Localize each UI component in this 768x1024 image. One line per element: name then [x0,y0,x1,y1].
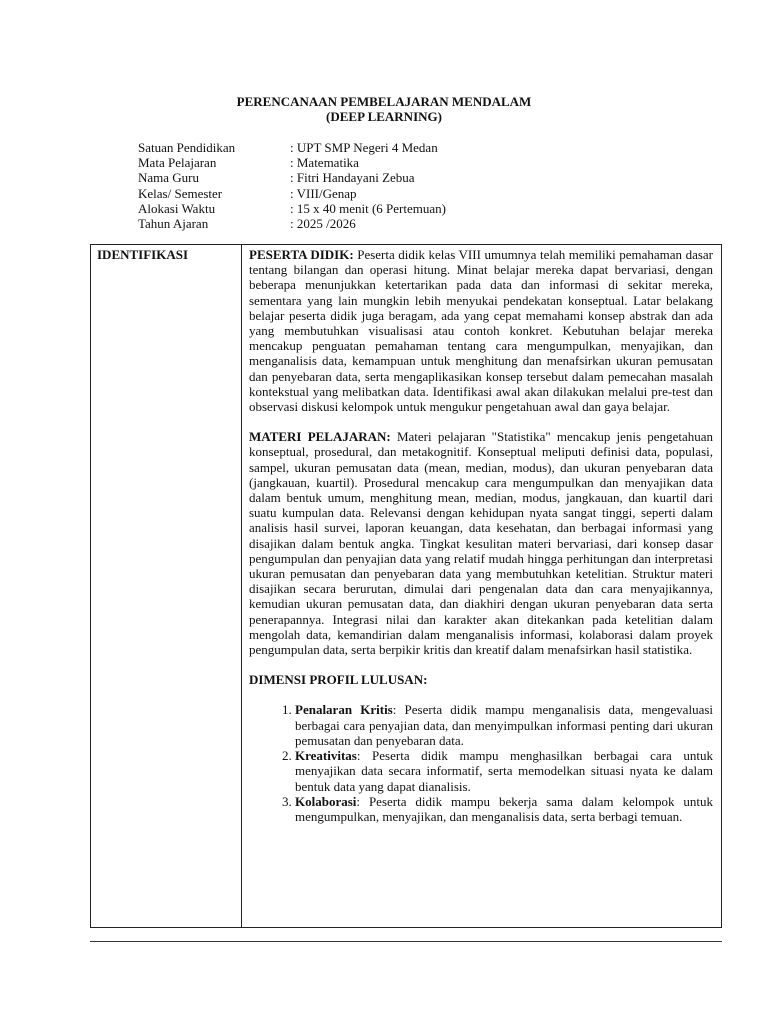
meta-block [138,140,446,231]
meta-row [138,201,446,216]
dimensi-profil-list [249,702,713,824]
meta-label: Kelas/ Semester [138,185,223,201]
meta-label: Nama Guru [138,170,200,186]
dimensi-text: : Peserta didik mampu menghasilkan berbagai cara untuk menyajikan data secara informatif, serta memodelkan situasi nyata ke dalam bentuk data yang dapat dianalisis. [295,748,713,794]
meta-label: Satuan Pendidikan [138,140,236,155]
document-title [0,94,768,124]
meta-value: : 15 x 40 menit (6 Pertemuan) [290,200,446,216]
title-line-2: (DEEP LEARNING) [326,109,442,124]
materi-pelajaran-text: Materi pelajaran "Statistika" mencakup jenis pengetahuan konseptual, prosedural, dan metakognitif. Konseptual meliputi definisi data, populasi, sampel, ukuran pemusatan data (mean, median, modus), dan ukuran penyebaran data (jangkauan, kuartil). Prosedural mencakup cara mengumpulkan dan menyajikan data dalam bentuk umum, menghitung mean, median, modus, jangkauan, dan kuartil dari suatu kumpulan data. Relevansi dengan kehidupan nyata sangat tinggi, seperti dalam analisis hasil survei, laporan keuangan, data kesehatan, dan berbagai informasi yang disajikan dalam bentuk angka. Tingkat kesulitan materi bervariasi, dari konsep dasar pengumpulan dan penyajian data yang relatif mudah hingga perhitungan dan interpretasi ukuran pemusatan dan penyebaran data yang membutuhkan ketelitian. Struktur materi disajikan secara berurutan, dimulai dari pengenalan data dan cara menyajikannya, kemudian ukuran pemusatan data, dan diakhiri dengan ukuran penyebaran data serta penerapannya. Integrasi nilai dan karakter akan ditekankan pada ketelitian dalam mengolah data, kemandirian dalam menganalisis informasi, kolaborasi dalam proyek pengumpulan data, serta berpikir kritis dan kreatif dalam menafsirkan hasil statistika. [249,429,713,658]
dimensi-text: : Peserta didik mampu menganalisis data, mengevaluasi berbagai cara penyajian data, dan menyimpulkan informasi penting dari ukuran pemusatan dan penyebaran data. [295,702,714,748]
dimensi-profil-heading: DIMENSI PROFIL LULUSAN: [249,672,428,688]
list-item [295,794,713,824]
peserta-didik-heading: PESERTA DIDIK: [249,247,354,262]
meta-value: : 2025 /2026 [290,216,356,232]
meta-label: Tahun Ajaran [138,216,209,232]
peserta-didik-text: Peserta didik kelas VIII umumnya telah memiliki pemahaman dasar tentang bilangan dan operasi hitung. Minat belajar mereka dapat bervariasi, dengan beberapa menunjukkan ketertarikan pada data dan informasi di sekitar mereka, sementara yang lain mungkin lebih menyukai pendekatan konseptual. Latar belakang belajar peserta didik juga beragam, ada yang cepat memahami konsep abstrak dan ada yang membutuhkan visualisasi atau contoh konkret. Kebutuhan belajar mereka mencakup penguatan pemahaman tentang cara mengumpulkan, menyajikan, dan menganalisis data, kemampuan untuk menghitung dan menafsirkan ukuran pemusatan dan penyebaran data, serta mengaplikasikan konsep tersebut dalam pemecahan masalah kontekstual yang melibatkan data. Identifikasi awal akan dilakukan melalui pre-test dan observasi diskusi kelompok untuk mengukur pengetahuan awal dan gaya belajar. [249,247,714,415]
dimensi-text: : Peserta didik mampu bekerja sama dalam kelompok untuk mengumpulkan, menyajikan, dan menganalisis data, serta berbagi temuan. [295,793,713,824]
meta-row [138,216,446,231]
meta-label: Alokasi Waktu [138,200,216,216]
meta-row [138,140,446,155]
dimensi-term: Kreativitas [295,748,357,764]
meta-value: : Matematika [290,155,359,171]
meta-value: : Fitri Handayani Zebua [290,170,415,186]
dimensi-term: Kolaborasi [295,793,357,809]
section-label: IDENTIFIKASI [97,247,189,262]
meta-value: : UPT SMP Negeri 4 Medan [290,140,438,155]
peserta-didik-paragraph [249,247,713,414]
section-content-cell [242,245,721,927]
meta-row [138,155,446,170]
identifikasi-table [90,244,722,928]
meta-row [138,170,446,185]
dimensi-term: Penalaran Kritis [295,702,393,718]
page-bottom-divider [90,941,722,942]
materi-pelajaran-heading: MATERI PELAJARAN: [249,429,391,445]
title-line-1: PERENCANAAN PEMBELAJARAN MENDALAM [236,94,532,109]
list-item [295,748,713,794]
section-label-cell [91,245,242,927]
materi-pelajaran-paragraph [249,429,713,657]
meta-row [138,186,446,201]
list-item [295,702,713,748]
meta-label: Mata Pelajaran [138,155,217,171]
meta-value: : VIII/Genap [290,185,357,201]
